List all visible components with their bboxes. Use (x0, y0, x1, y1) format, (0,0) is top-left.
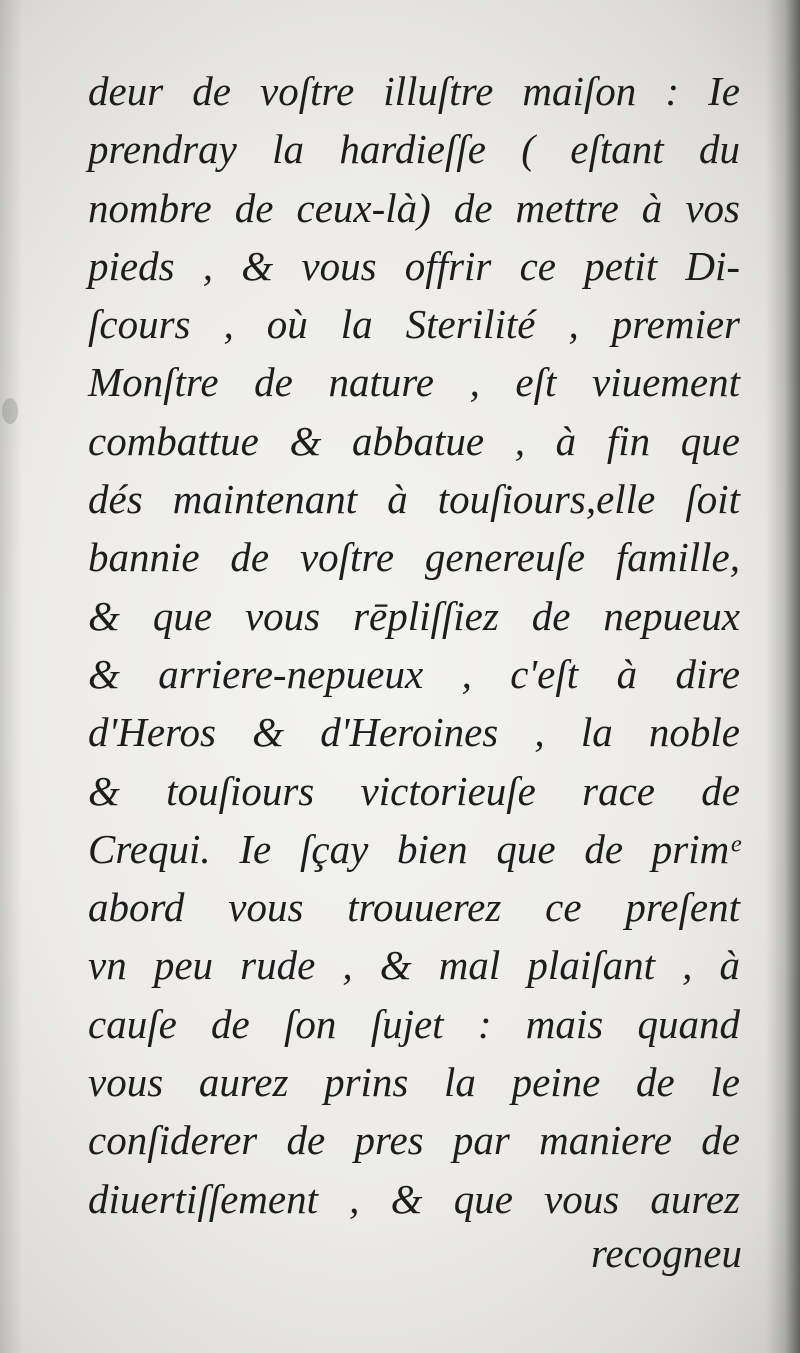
text-line: vn peu rude , & mal plaiſant , à (88, 942, 740, 989)
text-line: pieds , & vous offrir ce petit Di- (88, 242, 740, 289)
text-line: & arriere-nepueux , c'eſt à dire (88, 650, 740, 697)
text-line: prendray la hardieſſe ( eſtant du (88, 126, 740, 173)
text-line: Crequi. Ie ſçay bien que de primᵉ (88, 825, 740, 872)
text-line: & touſiours victorieuſe race de (88, 767, 740, 814)
text-line: abord vous trouuerez ce preſent (88, 884, 740, 931)
text-line: deur de voſtre illuſtre maiſon : Ie (88, 68, 740, 114)
text-line: vous aurez prins la peine de le (88, 1059, 740, 1106)
paper-stain (2, 398, 18, 424)
text-line: Monſtre de nature , eſt viuement (88, 359, 740, 406)
text-line: diuertiſſement , & que vous aurez (88, 1175, 740, 1222)
text-line: cauſe de ſon ſujet : mais quand (88, 1000, 740, 1047)
text-line: dés maintenant à touſiours,elle ſoit (88, 476, 740, 523)
text-line: ſcours , où la Sterilité , premier (88, 301, 740, 348)
body-text (88, 62, 740, 1228)
text-line: combattue & abbatue , à fin que (88, 417, 740, 464)
catchword: recogneu (590, 1230, 742, 1276)
text-line: nombre de ceux-là) de mettre à vos (88, 184, 740, 231)
text-line: bannie de voſtre genereuſe famille, (88, 534, 740, 581)
text-line: d'Heros & d'Heroines , la noble (88, 709, 740, 756)
text-line: conſiderer de pres par maniere de (88, 1117, 740, 1164)
text-line: & que vous rēpliſſiez de nepueux (88, 592, 740, 639)
